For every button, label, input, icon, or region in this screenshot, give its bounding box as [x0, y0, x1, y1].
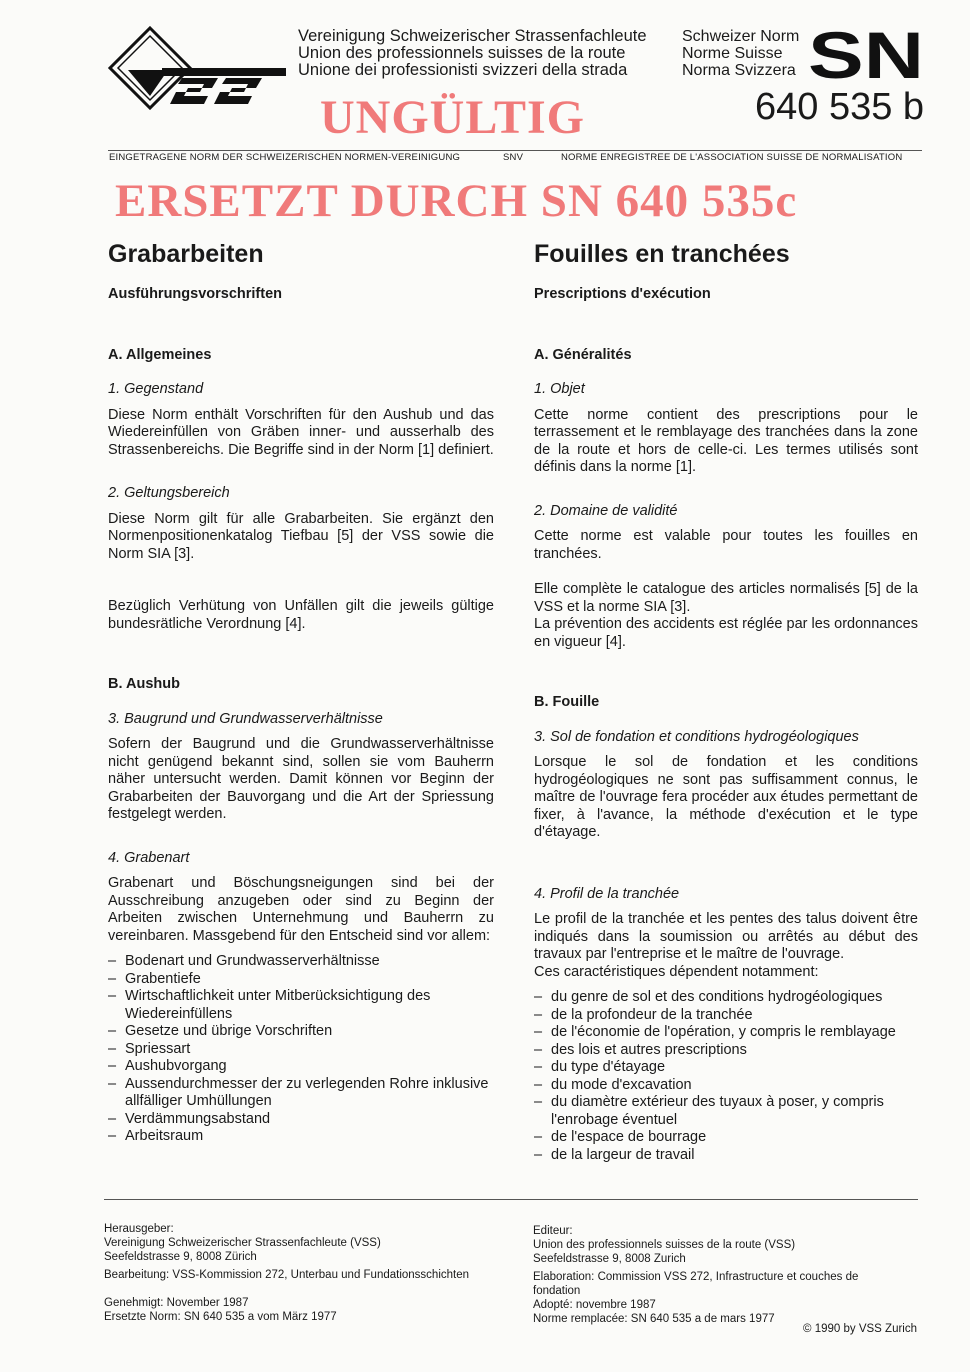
- s3-heading-de: 3. Baugrund und Grundwasserverhältnisse: [108, 710, 383, 727]
- publisher-label-de: Herausgeber:: [104, 1223, 174, 1235]
- organization-names: [298, 28, 647, 79]
- list-item: – Aussendurchmesser der zu verlegenden Rohre inklusive allfälliger Umhüllungen: [108, 1076, 494, 1111]
- publisher-name-fr: Union des professionnels suisses de la route (VSS): [533, 1239, 796, 1251]
- s4-text-fr: Le profil de la tranchée et les pentes des talus doivent être indiqués dans la soumission ou arrêtés au début des travaux par l'entreprise et le maître de l'ouvrage.: [534, 911, 918, 962]
- norm-type-de: Schweizer Norm: [682, 28, 800, 45]
- replaced-stamp: ERSETZT DURCH SN 640 535c: [115, 175, 798, 227]
- section-b-heading-fr: B. Fouille: [534, 694, 600, 710]
- list-item: – Gesetze und übrige Vorschriften: [108, 1023, 494, 1041]
- list-item: – Spriessart: [108, 1041, 494, 1059]
- list-item: – Verdämmungsabstand: [108, 1111, 494, 1129]
- list-item: – du type d'étayage: [534, 1059, 918, 1077]
- list-item: – du mode d'excavation: [534, 1077, 918, 1095]
- list-item: – Wirtschaftlichkeit unter Mitberücksichtigung des Wiedereinfüllens: [108, 988, 494, 1023]
- publisher-address-fr: Seefeldstrasse 9, 8008 Zurich: [533, 1253, 686, 1265]
- list-item: – du diamètre extérieur des tuyaux à poser, y compris l'enrobage éventuel: [534, 1094, 918, 1129]
- norm-number: 640 535 b: [755, 86, 925, 128]
- s2-text-de: Diese Norm gilt für alle Grabarbeiten. Sie ergänzt den Normenpositionenkatalog Tiefbau [5] der VSS sowie die Norm SIA [3].: [108, 510, 494, 562]
- norm-type-fr: Norme Suisse: [682, 45, 783, 62]
- list-item: – des lois et autres prescriptions: [534, 1042, 918, 1060]
- list-item: – du genre de sol et des conditions hydrogéologiques: [534, 989, 918, 1007]
- list-item: – de l'espace de bourrage: [534, 1129, 918, 1147]
- s2-text-fr: Cette norme est valable pour toutes les fouilles en tranchées.: [534, 528, 918, 562]
- s2-heading-fr: 2. Domaine de validité: [534, 502, 678, 519]
- list-item: – Aushubvorgang: [108, 1058, 494, 1076]
- s3-text-de: Sofern der Baugrund und die Grundwasserverhältnisse nicht genügend bekannt sind, sollen sie vom Bauherrn näher untersucht werden. Damit können vor Beginn der Grabarbeiten der Bauvorgang und die Art der Spriessung festgelegt werden.: [108, 736, 494, 822]
- s2-text2-fr: Elle complète le catalogue des articles normalisés [5] de la VSS et la norme SIA [3].: [534, 581, 918, 615]
- org-name-it: Unione dei professionisti svizzeri della strada: [298, 61, 628, 79]
- registration-de: EINGETRAGENE NORM DER SCHWEIZERISCHEN NORMEN-VEREINIGUNG: [109, 152, 461, 163]
- list-item: – de l'économie de l'opération, y compris le remblayage: [534, 1024, 918, 1042]
- replaced-norm-de: Ersetzte Norm: SN 640 535 a vom März 1977: [104, 1311, 337, 1323]
- publisher-name-de: Vereinigung Schweizerischer Strassenfachleute (VSS): [104, 1237, 381, 1249]
- subtitle-fr: Prescriptions d'exécution: [534, 286, 711, 302]
- column-fr: [534, 240, 918, 1164]
- s1-text-fr: Cette norme contient des prescriptions pour le terrassement et le remblayage des tranchées dans la zone de la route et hors de celle-ci. Les termes utilisés sont définis dans la norme [1].: [534, 406, 918, 475]
- norm-type: [682, 28, 799, 79]
- s4-heading-de: 4. Grabenart: [108, 849, 190, 866]
- s4-list-fr: [534, 989, 918, 1164]
- list-item: – de la largeur de travail: [534, 1147, 918, 1165]
- s4-text2-fr: Ces caractéristiques dépendent notamment:: [534, 963, 819, 980]
- copyright: © 1990 by VSS Zurich: [803, 1323, 917, 1335]
- publisher-label-fr: Editeur:: [533, 1225, 573, 1237]
- editing-fr: Elaboration: Commission VSS 272, Infrastructure et couches de fondation: [533, 1271, 859, 1297]
- s4-list-de: [108, 953, 494, 1146]
- s2-text3-fr: La prévention des accidents est réglée par les ordonnances en vigueur [4].: [534, 616, 918, 650]
- footer-de: [104, 1222, 504, 1324]
- s3-heading-fr: 3. Sol de fondation et conditions hydrogéologiques: [534, 728, 859, 745]
- sn-logo-text: SN: [808, 26, 924, 82]
- section-a-heading-fr: A. Généralités: [534, 346, 632, 363]
- list-item: – Arbeitsraum: [108, 1128, 494, 1146]
- title-fr: Fouilles en tranchées: [534, 240, 790, 268]
- editing-de: Bearbeitung: VSS-Kommission 272, Unterbau und Fundationsschichten: [104, 1269, 470, 1281]
- registration-snv: SNV: [503, 152, 524, 163]
- footer-fr: [533, 1224, 893, 1326]
- s2-text2-de: Bezüglich Verhütung von Unfällen gilt die jeweils gültige bundesrätliche Verordnung [4].: [108, 598, 494, 632]
- subtitle-de: Ausführungsvorschriften: [108, 286, 283, 302]
- section-b-heading-de: B. Aushub: [108, 676, 180, 692]
- org-name-fr: Union des professionnels suisses de la route: [298, 44, 626, 62]
- s2-heading-de: 2. Geltungsbereich: [108, 485, 230, 501]
- list-item: – de la profondeur de la tranchée: [534, 1007, 918, 1025]
- title-de: Grabarbeiten: [108, 240, 264, 268]
- publisher-address-de: Seefeldstrasse 9, 8008 Zürich: [104, 1251, 257, 1263]
- norm-type-it: Norma Svizzera: [682, 62, 796, 79]
- footer-divider: [104, 1199, 918, 1200]
- approved-de: Genehmigt: November 1987: [104, 1297, 249, 1309]
- s1-text-de: Diese Norm enthält Vorschriften für den Aushub und das Wiedereinfüllen von Gräben inner- und ausserhalb des Strassenbereichs. Die Begriffe sind in der Norm [1] definiert.: [108, 406, 494, 458]
- list-item: – Bodenart und Grundwasserverhältnisse: [108, 953, 494, 971]
- s1-heading-fr: 1. Objet: [534, 381, 585, 397]
- s1-heading-de: 1. Gegenstand: [108, 381, 204, 397]
- invalid-stamp: UNGÜLTIG: [320, 91, 585, 144]
- s4-heading-fr: 4. Profil de la tranchée: [534, 885, 680, 902]
- replaced-norm-fr: Norme remplacée: SN 640 535 a de mars 1977: [533, 1313, 775, 1325]
- s4-text-de: Grabenart und Böschungsneigungen sind bei der Ausschreibung anzugeben oder sind zu Beginn der Arbeiten zwischen Unternehmung und Bauherrn zu vereinbaren. Massgebend für den Entscheid sind vor allem:: [108, 875, 494, 944]
- s3-text-fr: Lorsque le sol de fondation et les conditions hydrogéologiques ne sont pas suffisamment connus, le maître de l'ouvrage fera procéder aux études permettant de fixer, à l'avance, la méthode d'exécution et le type d'étayage.: [534, 754, 918, 840]
- registration-divider: [108, 150, 922, 151]
- section-a-heading-de: A. Allgemeines: [108, 346, 212, 363]
- list-item: – Grabentiefe: [108, 971, 494, 989]
- sn-logo: [808, 26, 926, 87]
- registration-fr: NORME ENREGISTREE DE L'ASSOCIATION SUISSE DE NORMALISATION: [561, 152, 903, 163]
- vss-logo: [108, 26, 290, 115]
- column-de: [108, 240, 494, 1146]
- approved-fr: Adopté: novembre 1987: [533, 1299, 656, 1311]
- org-name-de: Vereinigung Schweizerischer Strassenfachleute: [298, 27, 647, 45]
